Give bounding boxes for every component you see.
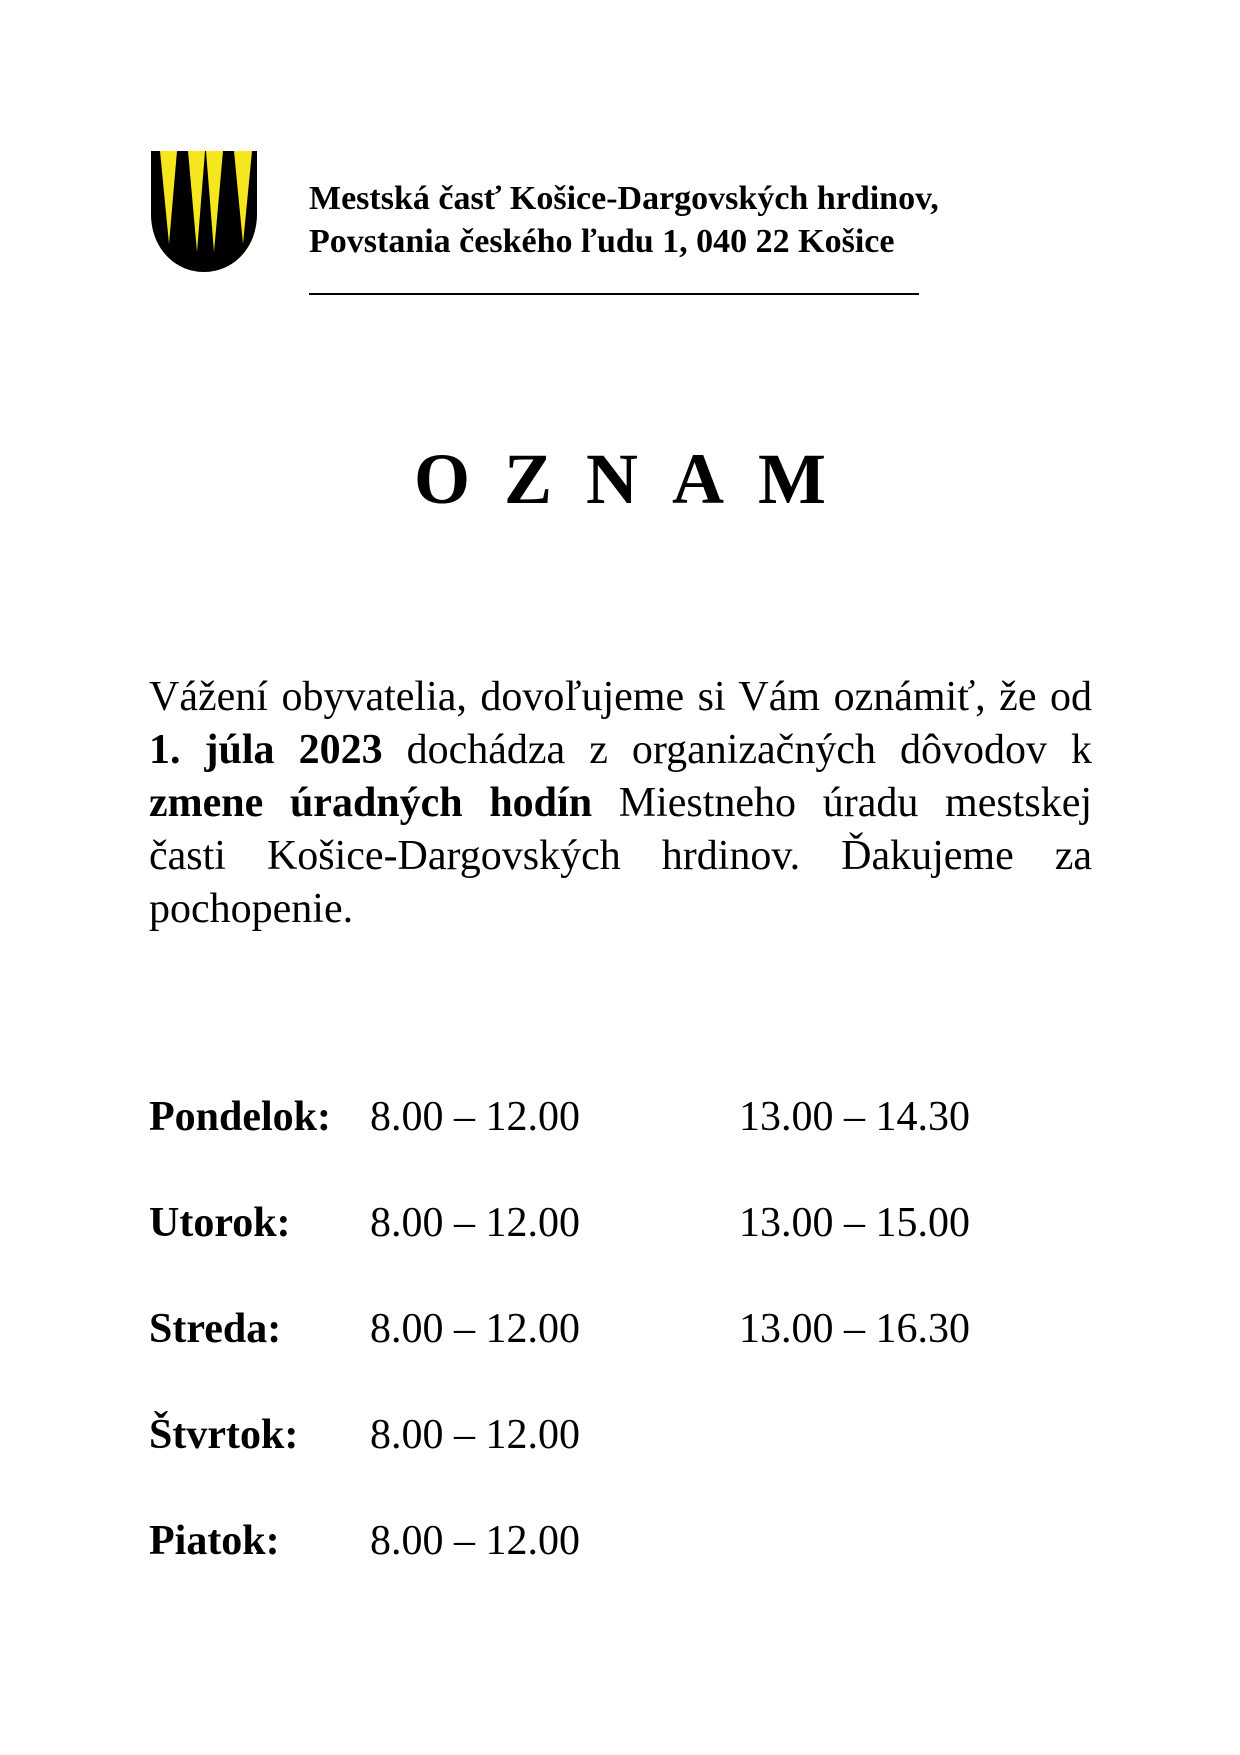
notice-emphasis: zmene úradných hodín <box>149 780 593 826</box>
notice-text-3: Miestneho úradu mestskej časti Košice-Dargovských hrdinov. Ďakujeme za pochopenie. <box>149 780 1093 932</box>
header-line-name: Mestská časť Košice-Dargovských hrdinov, <box>309 180 939 217</box>
day-label: Piatok: <box>149 1518 280 1564</box>
municipality-header <box>309 177 939 263</box>
day-label: Štvrtok: <box>149 1412 299 1458</box>
notice-paragraph <box>149 671 1092 936</box>
morning-hours: 8.00 – 12.00 <box>370 1200 580 1246</box>
notice-text-2: dochádza z organizačných dôvodov k <box>382 727 1093 773</box>
afternoon-hours: 13.00 – 16.30 <box>739 1306 970 1352</box>
morning-hours: 8.00 – 12.00 <box>370 1518 580 1564</box>
page-title: OZNAM <box>414 439 860 519</box>
morning-hours: 8.00 – 12.00 <box>370 1412 580 1458</box>
day-label: Pondelok: <box>149 1094 332 1140</box>
morning-hours: 8.00 – 12.00 <box>370 1094 580 1140</box>
notice-text-1: Vážení obyvatelia, dovoľujeme si Vám oznámiť, že od <box>149 674 1092 720</box>
afternoon-hours: 13.00 – 14.30 <box>739 1094 970 1140</box>
day-label: Utorok: <box>149 1200 291 1246</box>
day-label: Streda: <box>149 1306 282 1352</box>
header-divider <box>309 293 919 295</box>
header-line-address: Povstania českého ľudu 1, 040 22 Košice <box>309 223 895 260</box>
notice-date: 1. júla 2023 <box>149 727 383 773</box>
morning-hours: 8.00 – 12.00 <box>370 1306 580 1352</box>
coat-of-arms-icon <box>150 150 258 274</box>
afternoon-hours: 13.00 – 15.00 <box>739 1200 970 1246</box>
